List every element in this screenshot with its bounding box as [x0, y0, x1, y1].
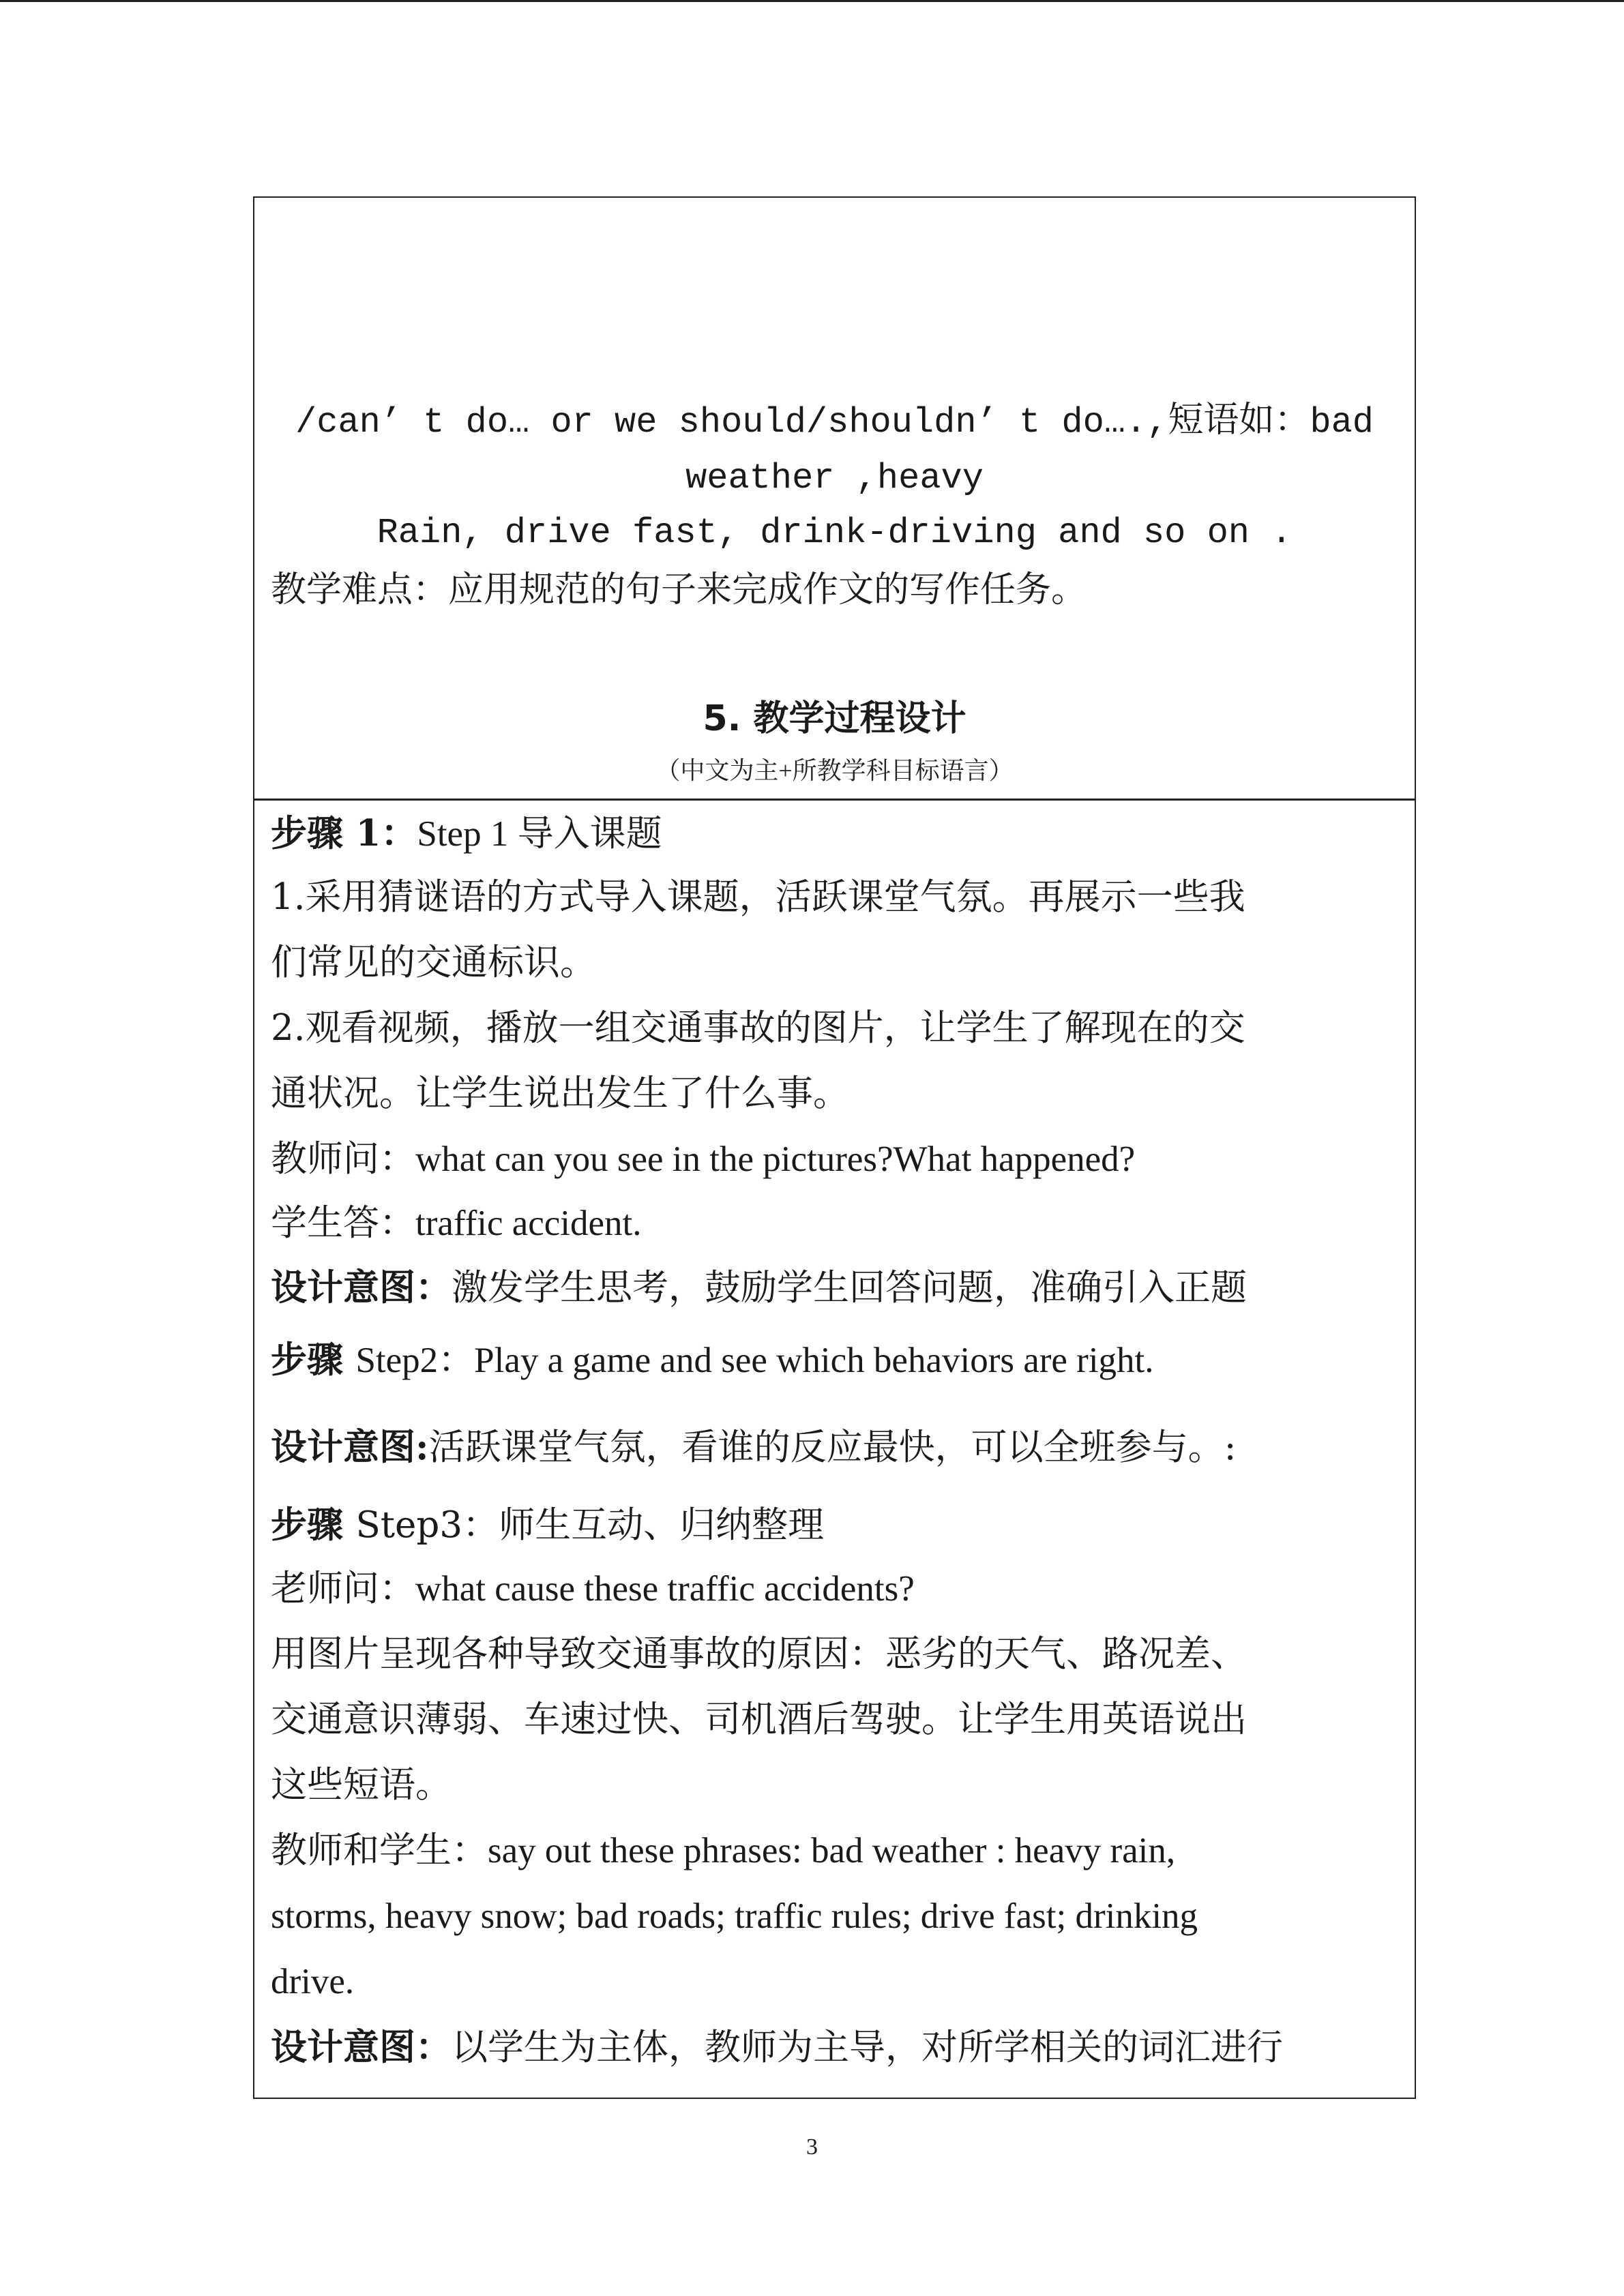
- step2-text: Step2：Play a game and see which behaviors are right.: [355, 1341, 1154, 1380]
- step1-paragraph1-line2: 们常见的交通标识。: [271, 942, 596, 983]
- intent3: [271, 2027, 1283, 2068]
- intent2-label: 设计意图:: [271, 1426, 429, 1468]
- step1-student-answer: 学生答：traffic accident.: [271, 1204, 642, 1243]
- step1-teacher-question: 教师问：what can you see in the pictures?What happened?: [271, 1139, 1136, 1179]
- step1-paragraph1-line1: 1.采用猜谜语的方式导入课题，活跃课堂气氛。再展示一些我: [271, 876, 1245, 918]
- step3-paragraph-line2: 交通意识薄弱、车速过快、司机酒后驾驶。让学生用英语说出: [271, 1699, 1247, 1740]
- teaching-difficulty: 教学难点：应用规范的句子来完成作文的写作任务。: [271, 569, 1087, 610]
- step3-phrases-line1: 教师和学生：say out these phrases: bad weather : heavy rain,: [271, 1831, 1176, 1870]
- step3-label: 步骤: [271, 1504, 356, 1546]
- step1-title: Step 1 导入课题: [417, 814, 662, 854]
- step3-paragraph-line3: 这些短语。: [271, 1764, 452, 1806]
- top-text-line-2: weather ,heavy: [685, 458, 984, 498]
- step3: [271, 1504, 824, 1546]
- section-subtitle: （中文为主+所教学科目标语言）: [655, 757, 1014, 784]
- page-number: 3: [806, 2134, 818, 2160]
- intent2-text: 活跃课堂气氛，看谁的反应最快，可以全班参与。:: [428, 1427, 1237, 1468]
- section-title: 5. 教学过程设计: [703, 698, 966, 739]
- top-text-line-3: Rain, drive fast, drink-driving and so on .: [377, 513, 1293, 553]
- step1-paragraph2-line1: 2.观看视频，播放一组交通事故的图片，让学生了解现在的交: [271, 1007, 1245, 1049]
- intent3-text: 以学生为主体，教师为主导，对所学相关的词汇进行: [452, 2027, 1283, 2068]
- teaching-process-cell: [254, 801, 1415, 2096]
- step2: [271, 1339, 1154, 1381]
- page-top-border: [0, 0, 1624, 2]
- intent3-label: 设计意图：: [271, 2026, 452, 2068]
- step3-teacher-question: 老师问：what cause these traffic accidents?: [271, 1569, 915, 1609]
- intent1: [271, 1267, 1247, 1309]
- step3-phrases-line3: drive.: [271, 1962, 355, 2001]
- step3-paragraph-line1: 用图片呈现各种导致交通事故的原因：恶劣的天气、路况差、: [271, 1633, 1247, 1675]
- step1-heading: [271, 813, 662, 854]
- step3-text: Step3：师生互动、归纳整理: [355, 1504, 825, 1546]
- key-points-cell: [254, 198, 1415, 799]
- lesson-plan-table: [253, 196, 1416, 2099]
- step2-label: 步骤: [271, 1339, 356, 1381]
- intent2: [271, 1427, 1236, 1468]
- step1-paragraph2-line2: 通状况。让学生说出发生了什么事。: [271, 1073, 849, 1114]
- top-text-line-1: /can’ t do… or we should/shouldn’ t do….,短语如：bad: [295, 402, 1374, 443]
- step3-phrases-line2: storms, heavy snow; bad roads; traffic rules; drive fast; drinking: [271, 1896, 1198, 1936]
- step1-label: 步骤 1：: [271, 812, 417, 854]
- intent1-label: 设计意图：: [271, 1266, 452, 1309]
- intent1-text: 激发学生思考，鼓励学生回答问题，准确引入正题: [452, 1267, 1247, 1309]
